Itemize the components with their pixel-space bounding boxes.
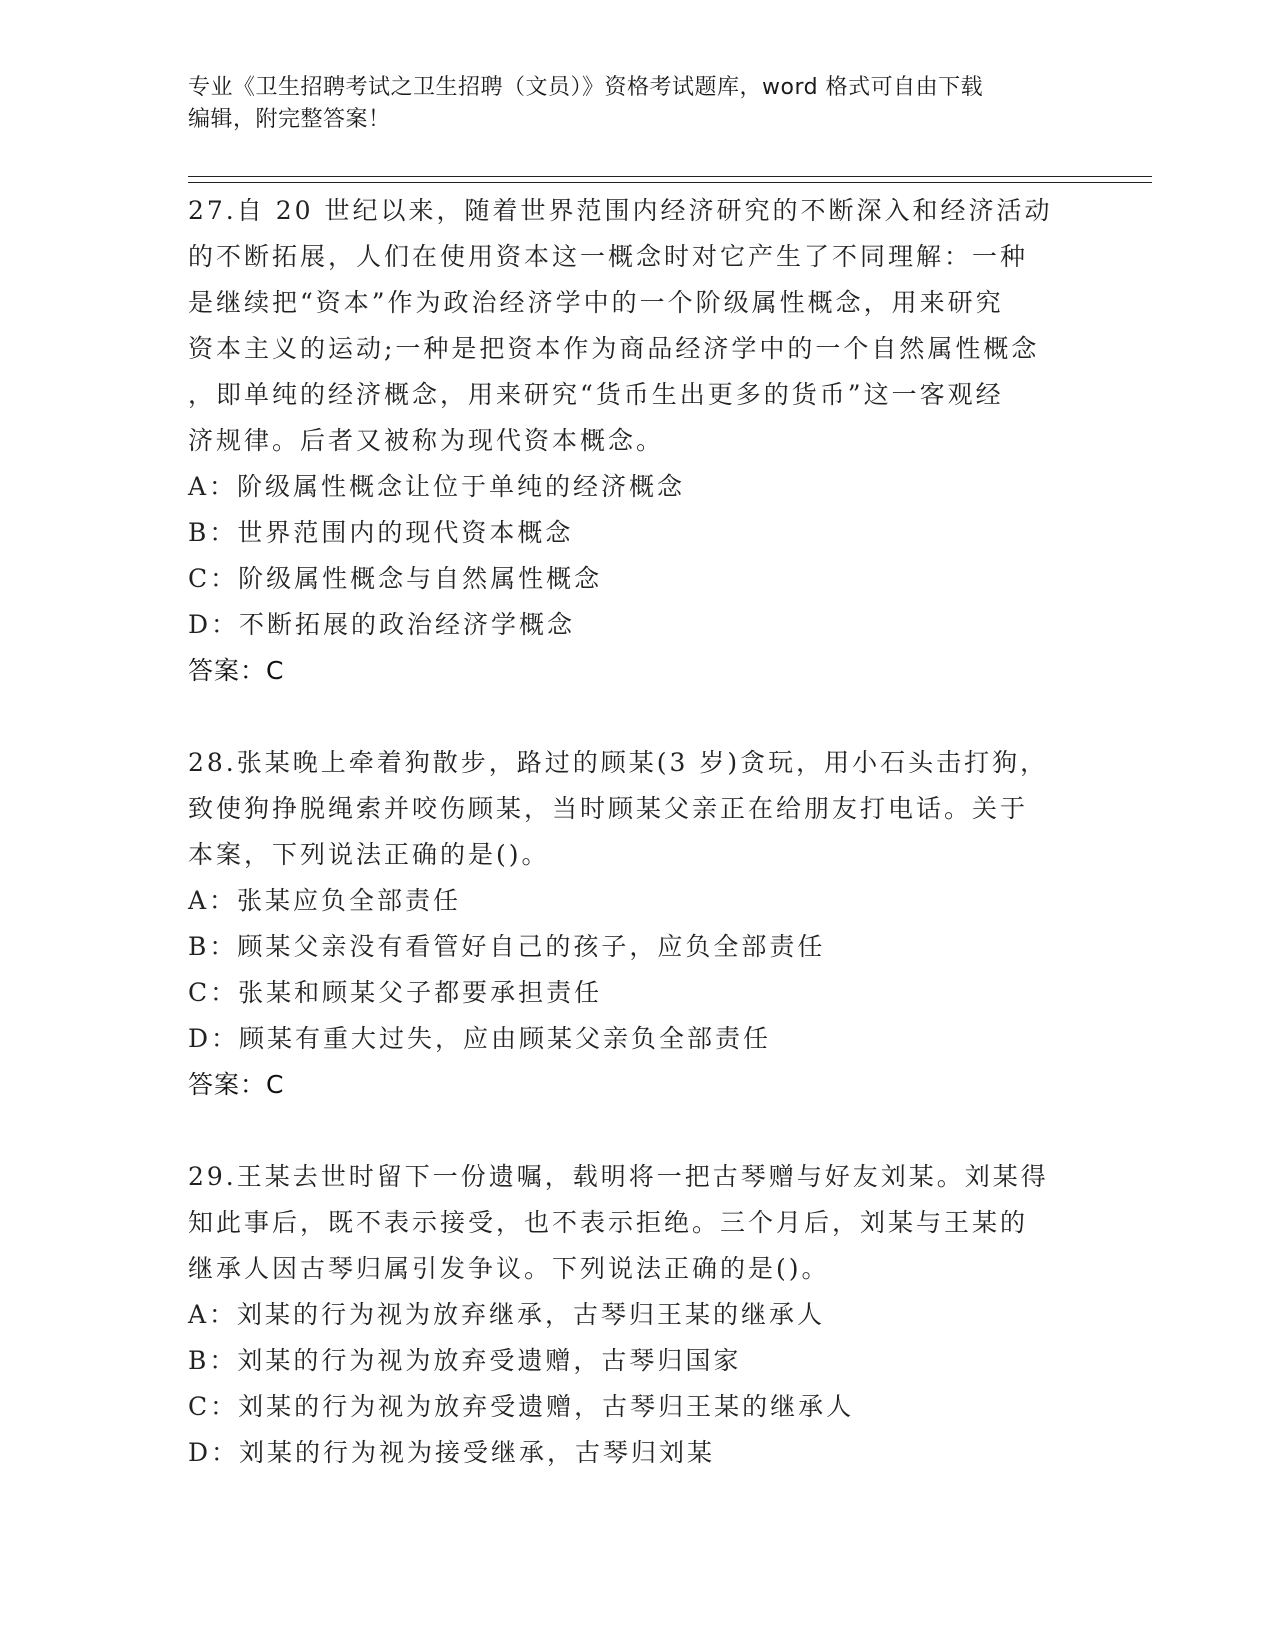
document-header bbox=[188, 72, 1088, 136]
question-spacer bbox=[188, 694, 1088, 740]
question-29-option-d: D：刘某的行为视为接受继承，古琴归刘某 bbox=[188, 1438, 716, 1467]
header-rule-bottom bbox=[188, 182, 1152, 183]
header-line-1: 专业《卫生招聘考试之卫生招聘（文员）》资格考试题库，word 格式可自由下载 bbox=[188, 75, 984, 100]
question-27-stem-line: ，即单纯的经济概念，用来研究“货币生出更多的货币”这一客观经 bbox=[188, 380, 1004, 409]
question-28-stem-line: 28.张某晚上牵着狗散步，路过的顾某(3 岁)贪玩，用小石头击打狗， bbox=[188, 748, 1049, 777]
question-27-stem-line: 的不断拓展，人们在使用资本这一概念时对它产生了不同理解：一种 bbox=[188, 242, 1029, 271]
question-29-stem-line: 29.王某去世时留下一份遗嘱，载明将一把古琴赠与好友刘某。刘某得 bbox=[188, 1162, 1049, 1191]
question-27-stem-line: 济规律。后者又被称为现代资本概念。 bbox=[188, 426, 665, 455]
question-28-stem-line: 本案，下列说法正确的是()。 bbox=[188, 840, 550, 869]
question-28-option-b: B：顾某父亲没有看管好自己的孩子，应负全部责任 bbox=[188, 932, 826, 961]
question-29-stem-line: 知此事后，既不表示接受，也不表示拒绝。三个月后，刘某与王某的 bbox=[188, 1208, 1029, 1237]
question-27-answer: 答案：C bbox=[188, 656, 285, 685]
question-27-option-a: A：阶级属性概念让位于单纯的经济概念 bbox=[188, 472, 686, 501]
question-29-stem-line: 继承人因古琴归属引发争议。下列说法正确的是()。 bbox=[188, 1254, 830, 1283]
question-28-option-d: D：顾某有重大过失，应由顾某父亲负全部责任 bbox=[188, 1024, 772, 1053]
header-line-2: 编辑，附完整答案！ bbox=[188, 107, 391, 132]
question-29-option-c: C：刘某的行为视为放弃受遗赠，古琴归王某的继承人 bbox=[188, 1392, 855, 1421]
question-28-answer: 答案：C bbox=[188, 1070, 285, 1099]
question-28 bbox=[188, 740, 1088, 1108]
question-29-option-b: B：刘某的行为视为放弃受遗赠，古琴归国家 bbox=[188, 1346, 742, 1375]
question-list bbox=[188, 188, 1088, 1476]
question-29 bbox=[188, 1154, 1088, 1476]
question-spacer bbox=[188, 1108, 1088, 1154]
question-27-stem-line: 是继续把“资本”作为政治经济学中的一个阶级属性概念，用来研究 bbox=[188, 288, 1004, 317]
question-27-option-d: D：不断拓展的政治经济学概念 bbox=[188, 610, 576, 639]
question-27 bbox=[188, 188, 1088, 694]
question-28-option-a: A：张某应负全部责任 bbox=[188, 886, 462, 915]
question-28-option-c: C：张某和顾某父子都要承担责任 bbox=[188, 978, 603, 1007]
question-27-option-b: B：世界范围内的现代资本概念 bbox=[188, 518, 574, 547]
question-29-option-a: A：刘某的行为视为放弃继承，古琴归王某的继承人 bbox=[188, 1300, 826, 1329]
question-27-stem-line: 资本主义的运动;一种是把资本作为商品经济学中的一个自然属性概念 bbox=[188, 334, 1040, 363]
question-27-option-c: C：阶级属性概念与自然属性概念 bbox=[188, 564, 603, 593]
header-rule-top bbox=[188, 176, 1152, 177]
question-28-stem-line: 致使狗挣脱绳索并咬伤顾某，当时顾某父亲正在给朋友打电话。关于 bbox=[188, 794, 1029, 823]
question-27-stem-line: 27.自 20 世纪以来，随着世界范围内经济研究的不断深入和经济活动 bbox=[188, 196, 1053, 225]
